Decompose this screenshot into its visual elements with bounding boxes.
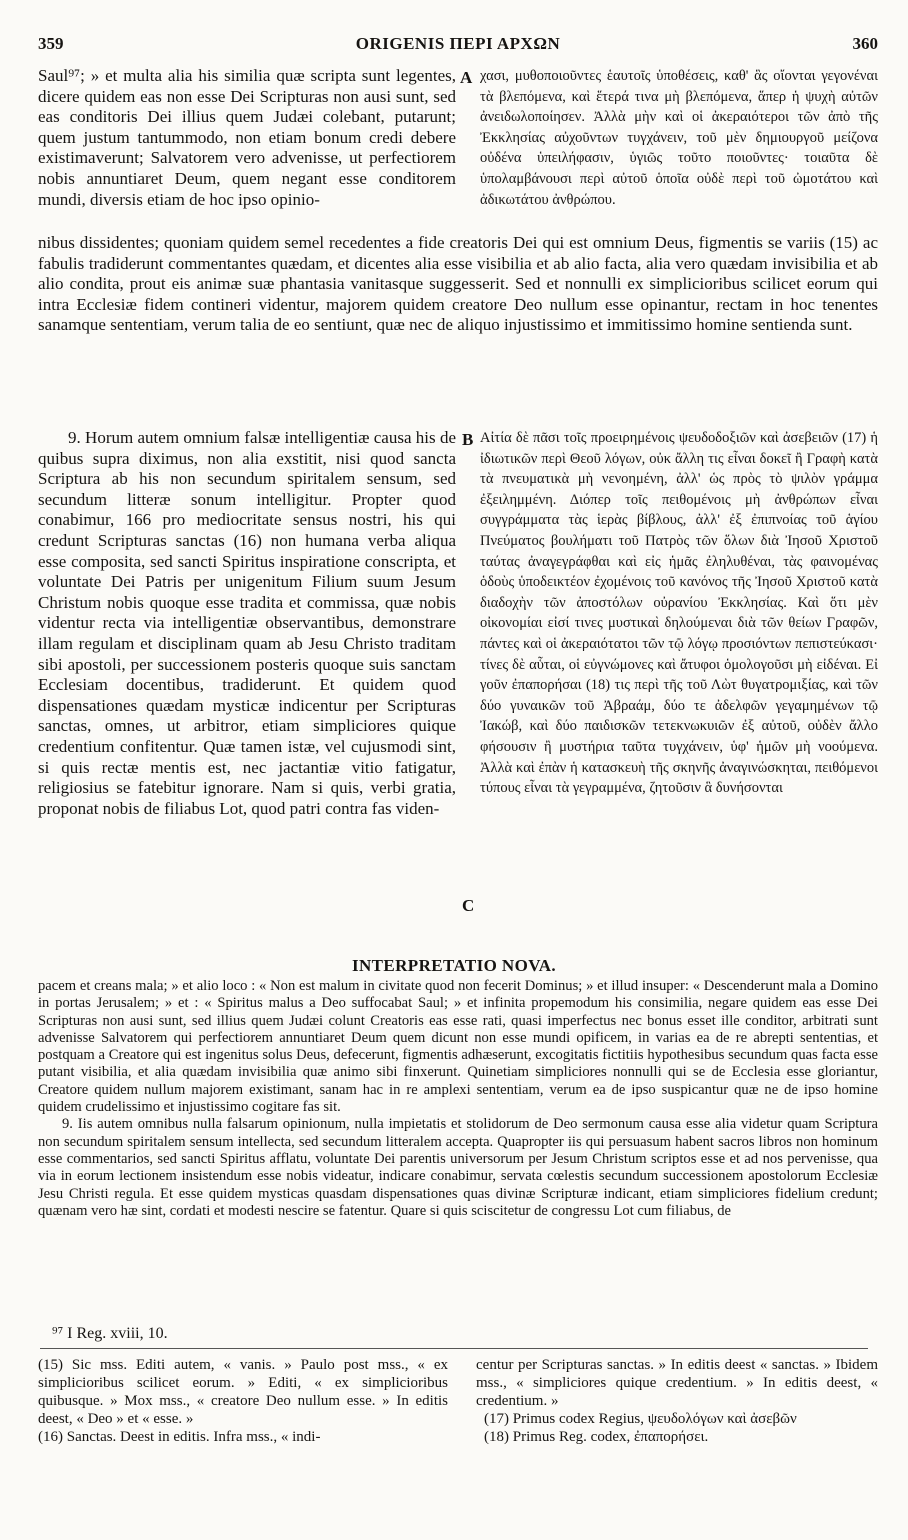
page-number-left: 359 [38,34,64,53]
latin-text-wide: nibus dissidentes; quoniam quidem semel recedentes a fide creatoris Dei qui est omnium Deus, figmentis se variis (15) ac fabulis tradiderunt commentantes quædam, et dicentes alia esse visibilia et ab alio facta, alia vero quædam invisibilia et ab alio condita, prout eis animæ suæ phantasia vanitasque suggesserit. Sed et nonnulli ex simplicioribus scilicet eorum qui intra Ecclesiæ fidem contineri videntur, majorem quidem creatore Deo nullum esse opinantur, rectam in hoc tenentes sanamque sententiam, verum talia de eo sentiunt, quæ nec de aliquo injustissimo et immitissimo homine sentienda sunt. [38,233,878,335]
column-marker-b: B [462,430,474,449]
footnote-15: (15) Sic mss. Editi autem, « vanis. » Paulo post mss., « ex simplicioribus scilicet eorum. » Editi, « ex simplicioribus quibusque. » Mox mss., « creatore Deo nullum esse. » In editis deest, « Deo » et « esse. » [38,1357,448,1427]
page-number-right: 360 [852,34,878,53]
latin-wide-block [38,233,878,336]
column-marker-a: A [460,68,473,87]
column-marker-c: C [462,896,475,915]
footnote-17: (17) Primus codex Regius, ψευδολόγων καὶ ἀσεβῶν [484,1411,797,1427]
footnote-16-continued: centur per Scripturas sanctas. » In editis deest « sanctas. » Ibidem mss., « simpliciores quique credentium. » In editis deest, « credentium. » [476,1357,878,1409]
interpretatio-paragraph-1: pacem et creans mala; » et alio loco : « Non est malum in civitate quod non fecerit Dominus; » et illud insuper: « Descenderunt mala a Domino in portas Jerusalem; » et : « Spiritus malus a Deo suffocabat Saul; » et infinita propemodum his consimilia, negare quidem eas esse Dei Scripturas non ausi sunt, sed illius quem Judæi colunt Creatoris eas esse rati, quasi imperfectus nec bonus esset ille conditor, arbitrati sunt advenisse Salvatorem qui perfectiorem annuntiaret Deum quem dicunt non esse mundi opificem, in varias ea de re abrepti sententias, et postquam a Creatore qui est ingenitus solus Deus, defecerunt, figmentis adhæserunt, excogitatis fictitiis hypothesibus secundum quas facta esse putant visibilia, et alia quædam invisibilia quæ animo sibi finxerunt. Quinetiam simpliciores nonnulli qui se de Ecclesia esse gloriantur, Creatore quidem nullum majorem existimant, sanam hac in re amplexi sententiam, verum ea de ipso suspicantur quæ ne de ipso homine quidem crudelissimo et injustissimo cogitare fas sit. [38,978,878,1116]
greek-column-top [480,66,878,210]
latin-text-section9: 9. Horum autem omnium falsæ intelligentiæ causa his de quibus supra diximus, non alia exstitit, nisi quod sancta Scriptura ab his non secundum spiritalem sensum, sed secundum litteræ sonum intelligitur. Propter quod conabimur, 166 pro mediocritate sensus nostri, his qui credunt Scripturas sanctas (16) non humana verba aliqua esse composita, sed sancti Spiritus inspiratione conscripta, et voluntate Dei Patris per unigenitum Filium suum Jesum Christum nobis quoque esse tradita et commissa, quæ nobis videntur recta via intelligentiæ observantibus, demonstrare illam regulam et disciplinam quam ab Jesu Christo traditam sibi apostoli, per successionem posteris quoque suis sanctam Ecclesiam docentibus, tradiderunt. Et quidem quod dispensationes quædam mysticæ indicentur per Scripturas sanctas, omnes, ut arbitror, etiam simpliciores quique credentium confitentur. Quæ tamen istæ, vel cujusmodi sint, si quis rectæ mentis est, nec jactantiæ vitio fatigatur, religiosius se fatebitur ignorare. Nam si quis, verbi gratia, proponat nobis de filiabus Lot, quod patri contra fas viden- [38,428,456,818]
footnote-divider [40,1348,868,1349]
interpretatio-paragraph-2: 9. Iis autem omnibus nulla falsarum opinionum, nulla impietatis et stolidorum de Deo sermonum causa esse alia videtur quam Scriptura non secundum spiritalem sensum intellecta, sed secundum litteralem accepta. Quapropter iis qui persuasum habent sacros libros non hominum esse commentarios, sed sancti Spiritus afflatu, voluntate Dei parentis universorum per Jesum Christum scriptos esse et ad nos pervenisse, qua via in eorum lectionem insistendum esse nobis videatur, indicare conabimur, servata cœlestis secundum successionem apostolorum Ecclesiæ Jesu Christi regula. Et esse quidem mysticas quasdam dispensationes quas divinæ Scripturæ indicant, etiam simpliciores fidelium credunt; quænam vero hæ sint, cordati et modesti nescire se fatentur. Quare si quis sciscitetur de congressu Lot cum filiabus, de [38,1116,878,1219]
footnotes-right-column [476,1356,878,1446]
latin-column-section9 [38,428,456,819]
greek-text-top: χασι, μυθοποιοῦντες ἑαυτοῖς ὑποθέσεις, καθ' ἃς οἴονται γεγονέναι τὰ βλεπόμενα, καὶ ἕτερά τινα μὴ βλεπόμενα, ἅπερ ἡ ψυχὴ αὐτῶν ἀνειδωλοποίησεν. Ἀλλὰ μὴν καὶ οἱ ἀκεραιότεροι τῶν ἀπὸ τῆς Ἐκκλησίας αὐχοῦντων τυγχάνειν, τοῦ μὲν δημιουργοῦ μείζονα οὐδένα ὑπειλήφασιν, ὑγιῶς τοῦτο ποιοῦντες· τοιαῦτα δὲ ὑπολαμβάνουσι περὶ αὐτοῦ ὁποῖα οὐδὲ περὶ τοῦ ὠμοτάτου καὶ ἀδικωτάτου ἀνθρώπου. [480,68,878,208]
latin-column-top [38,66,456,210]
latin-text-top: Saul⁹⁷; » et multa alia his similia quæ scripta sunt legentes, dicere quidem eas non esse Dei Scripturas non ausi sunt, sed eas conditoris Dei illius quem Judæi colebant, putarunt; quem justum tantummodo, non etiam bonum credi debere existimaverunt; Salvatorem vero advenisse, ut perfectiorem nobis annuntiaret Deum, quem negant esse conditorem mundi, diversis etiam de hoc ipso opinio- [38,66,456,209]
page-title: ORIGENIS ΠΕΡΙ ΑΡΧΩΝ [355,34,561,53]
interpretatio-heading: INTERPRETATIO NOVA. [351,956,557,975]
greek-column-section9 [480,428,878,799]
interpretatio-body [38,978,878,1220]
footnote-18: (18) Primus Reg. codex, ἐπαπορήσει. [484,1429,709,1445]
footnote-97: ⁹⁷ I Reg. xviii, 10. [52,1325,168,1342]
footnote-16: (16) Sanctas. Deest in editis. Infra mss., « indi- [38,1429,321,1445]
running-header [38,34,878,58]
footnotes-left-column [38,1356,448,1446]
greek-text-section9: Αἰτία δὲ πᾶσι τοῖς προειρημένοις ψευδοδοξιῶν καὶ ἀσεβειῶν (17) ἡ ἰδιωτικῶν περὶ Θεοῦ λόγων, οὐκ ἄλλη τις εἶναι δοκεῖ ἢ Γραφὴ κατὰ τὰ πνευματικὰ μὴ νενοημένη, ἀλλ' ὡς πρὸς τὸ ψιλὸν γράμμα ἐξειλημμένη. Διόπερ τοῖς πειθομένοις μὴ ἀνθρώπων εἶναι συγγράμματα τὰς ἱερὰς βίβλους, ἀλλ' ἐξ ἐπιπνοίας τοῦ ἁγίου Πνεύματος βουλήματι τοῦ Πατρὸς τῶν ὅλων διὰ Ἰησοῦ Χριστοῦ ταύτας ἀναγεγράφθαι καὶ εἰς ἡμᾶς ἐληλυθέναι, τὰς φαινομένας ὁδοὺς ὑποδεικτέον ἐχομένοις τοῦ κανόνος τῆς Ἰησοῦ Χριστοῦ κατὰ διαδοχὴν τῶν ἀποστόλων οὐρανίου Ἐκκλησίας. Καὶ ὅτι μὲν οἰκονομίαι εἰσί τινες μυστικαὶ δηλούμεναι διὰ τῶν θείων Γραφῶν, πάντες καὶ οἱ ἀκεραιότατοι τῶν τῷ λόγῳ προσιόντων πεπιστεύκασι· τίνες δὲ αὗται, οἱ εὐγνώμονες καὶ ἄτυφοι ὁμολογοῦσι μὴ εἰδέναι. Εἰ γοῦν ἐπαπορήσαι (18) τις περὶ τῆς τοῦ Λὼτ θυγατρομιξίας, καὶ τῶν δύο γυναικῶν τοῦ Ἀβραάμ, δύο τε ἀδελφῶν γεγαμημένων τῷ Ἰακώβ, καὶ δύο παιδισκῶν τετεκνωκυιῶν ἐξ αὐτοῦ, οὐδὲν ἄλλο φήσουσιν ἢ μυστήρια ταῦτα τυγχάνειν, ὑφ' ἡμῶν μὴ νοούμενα. Ἀλλὰ καὶ ἐπὰν ἡ κατασκευὴ τῆς σκηνῆς ἀναγινώσκηται, πειθόμενοι τύπους εἶναι τὰ γεγραμμένα, ζητοῦσιν ἃ δυνήσονται [480,430,878,797]
